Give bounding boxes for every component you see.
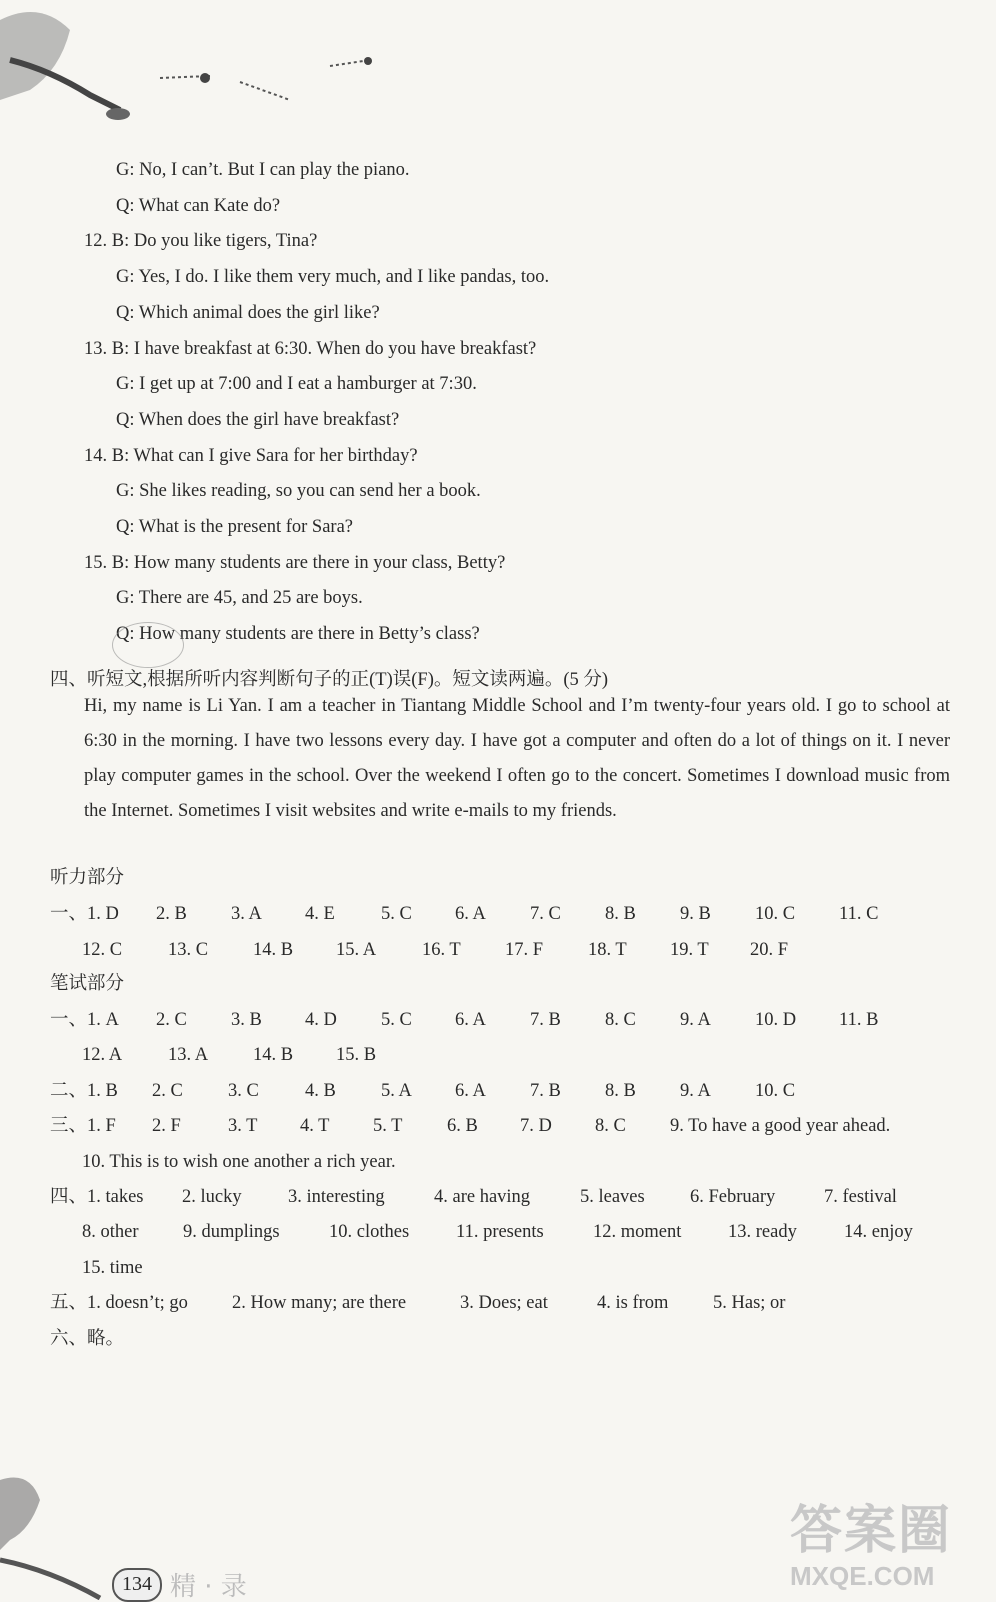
answer-item: 13. A (168, 1045, 209, 1066)
hockey-player-illustration (0, 0, 420, 140)
section-4-title: 四、听短文,根据所听内容判断句子的正(T)误(F)。短文读两遍。(5 分) (50, 670, 609, 690)
answer-item: 10. clothes (329, 1222, 410, 1243)
answer-item: 7. B (530, 1080, 561, 1101)
answer-item: 五、1. doesn’t; go (50, 1293, 188, 1314)
answer-item: 6. A (455, 904, 486, 924)
answer-item: 7. C (530, 904, 561, 924)
answer-item: 5. leaves (580, 1187, 645, 1207)
answer-item: 6. B (447, 1116, 478, 1137)
answer-item: 8. C (605, 1010, 636, 1030)
ink-stamp-mark (112, 622, 184, 668)
answer-item: 7. B (530, 1010, 561, 1030)
answer-item: 6. A (455, 1080, 486, 1101)
dialogue-line: Q: Which animal does the girl like? (116, 302, 380, 323)
answer-item: 12. C (82, 940, 123, 960)
answer-item: 2. B (156, 904, 187, 924)
answer-item: 13. ready (728, 1222, 797, 1243)
dialogue-line: G: No, I can’t. But I can play the piano. (116, 160, 410, 180)
answer-item: 20. F (750, 940, 789, 960)
listening-passage: Hi, my name is Li Yan. I am a teacher in Tiantang Middle School and I’m twenty-four years old. I go to school at 6:30 in the morning. I have two lessons every day. I have got a computer and often do a lot of things on it. I never play computer games in the school. Over the weekend I often go to the concert. Sometimes I download music from the Internet. Sometimes I visit websites and write e-mails to my friends. (84, 696, 950, 821)
answer-item: 10. D (755, 1010, 797, 1030)
answer-item: 8. other (82, 1222, 139, 1243)
listening-answers-title: 听力部分 (50, 868, 125, 888)
answer-item: 15. B (336, 1045, 377, 1066)
answer-item: 12. A (82, 1045, 123, 1066)
answer-item: 6. A (455, 1010, 486, 1030)
answer-item: 四、1. takes (50, 1187, 144, 1207)
dialogue-line: Q: What can Kate do? (116, 195, 281, 216)
answer-item: 11. presents (456, 1222, 544, 1243)
answer-item: 3. interesting (288, 1187, 385, 1207)
answer-item: 三、1. F (50, 1116, 116, 1137)
answer-item: 3. Does; eat (460, 1293, 548, 1314)
page-number: 134 (112, 1568, 162, 1602)
answer-item: 12. moment (593, 1222, 682, 1243)
answer-item: 19. T (670, 940, 709, 960)
answer-item: 4. are having (434, 1187, 531, 1207)
dialogue-line: 13. B: I have breakfast at 6:30. When do you have breakfast? (84, 338, 537, 359)
answer-item: 10. C (755, 904, 796, 924)
answer-item: 11. B (839, 1010, 879, 1030)
watermark-cn: 答案圈 (790, 1502, 953, 1560)
answer-item: 14. B (253, 940, 294, 960)
answer-item: 8. B (605, 904, 636, 924)
answer-item: 5. C (381, 904, 412, 924)
answer-item: 3. T (228, 1116, 258, 1137)
answer-item: 4. T (300, 1116, 330, 1137)
answer-item: 14. enjoy (844, 1222, 913, 1243)
dialogue-line: Q: When does the girl have breakfast? (116, 409, 400, 430)
answer-item: 9. A (680, 1010, 711, 1030)
answer-item: 18. T (588, 940, 627, 960)
answer-item: 二、1. B (50, 1080, 118, 1101)
dialogue-line: G: I get up at 7:00 and I eat a hamburger at 7:30. (116, 374, 477, 395)
answer-item: 9. dumplings (183, 1222, 280, 1243)
watermark-en: MXQE.COM (790, 1561, 935, 1591)
answer-item: 7. D (520, 1116, 552, 1137)
dialogue-line: 15. B: How many students are there in your class, Betty? (84, 552, 506, 573)
answer-item: 3. B (231, 1010, 262, 1030)
answer-item: 2. C (152, 1080, 183, 1101)
answer-item: 2. F (152, 1116, 181, 1137)
answer-item: 六、略。 (50, 1328, 125, 1349)
svg-text:精 · 录: 精 · 录 (170, 1572, 247, 1600)
answer-item: 3. C (228, 1080, 259, 1101)
answer-item: 15. time (82, 1257, 143, 1278)
dialogue-line: G: She likes reading, so you can send her a book. (116, 481, 481, 502)
answer-item: 6. February (690, 1187, 776, 1207)
answer-item: 10. C (755, 1080, 796, 1101)
answer-item: 15. A (336, 940, 377, 960)
answer-item: 9. B (680, 904, 711, 924)
answer-item: 一、1. D (50, 904, 119, 924)
answer-item: 11. C (839, 904, 879, 924)
dialogue-line: Q: What is the present for Sara? (116, 517, 353, 537)
answer-item: 2. C (156, 1010, 187, 1030)
answer-item: 9. To have a good year ahead. (670, 1116, 891, 1137)
answer-item: 10. This is to wish one another a rich year. (82, 1151, 396, 1172)
dialogue-line: G: Yes, I do. I like them very much, and I like pandas, too. (116, 267, 550, 288)
answer-item: 8. B (605, 1080, 636, 1101)
answer-item: 4. is from (597, 1293, 669, 1314)
answer-item: 5. C (381, 1010, 412, 1030)
answer-item: 7. festival (824, 1187, 897, 1207)
written-answers-title: 笔试部分 (50, 974, 125, 994)
answer-item: 8. C (595, 1116, 626, 1137)
dialogue-line: 12. B: Do you like tigers, Tina? (84, 231, 318, 252)
answer-item: 2. How many; are there (232, 1293, 407, 1314)
answer-item: 4. D (305, 1010, 337, 1030)
answer-item: 13. C (168, 940, 209, 960)
answer-item: 17. F (505, 940, 544, 960)
answer-item: 5. T (373, 1116, 403, 1137)
answer-item: 9. A (680, 1080, 711, 1101)
answer-item: 5. A (381, 1080, 412, 1101)
answer-item: 16. T (422, 940, 461, 960)
dialogue-line: G: There are 45, and 25 are boys. (116, 588, 363, 609)
answer-item: 2. lucky (182, 1187, 242, 1207)
answer-item: 4. E (305, 904, 335, 924)
answer-item: 5. Has; or (713, 1293, 786, 1314)
answer-item: 一、1. A (50, 1010, 119, 1030)
dialogue-line: 14. B: What can I give Sara for her birthday? (84, 445, 418, 466)
site-watermark (790, 1500, 990, 1600)
answer-item: 4. B (305, 1080, 336, 1101)
answer-item: 14. B (253, 1045, 294, 1066)
answer-item: 3. A (231, 904, 262, 924)
dialogue-line: Q: How many students are there in Betty’s class? (116, 624, 480, 645)
